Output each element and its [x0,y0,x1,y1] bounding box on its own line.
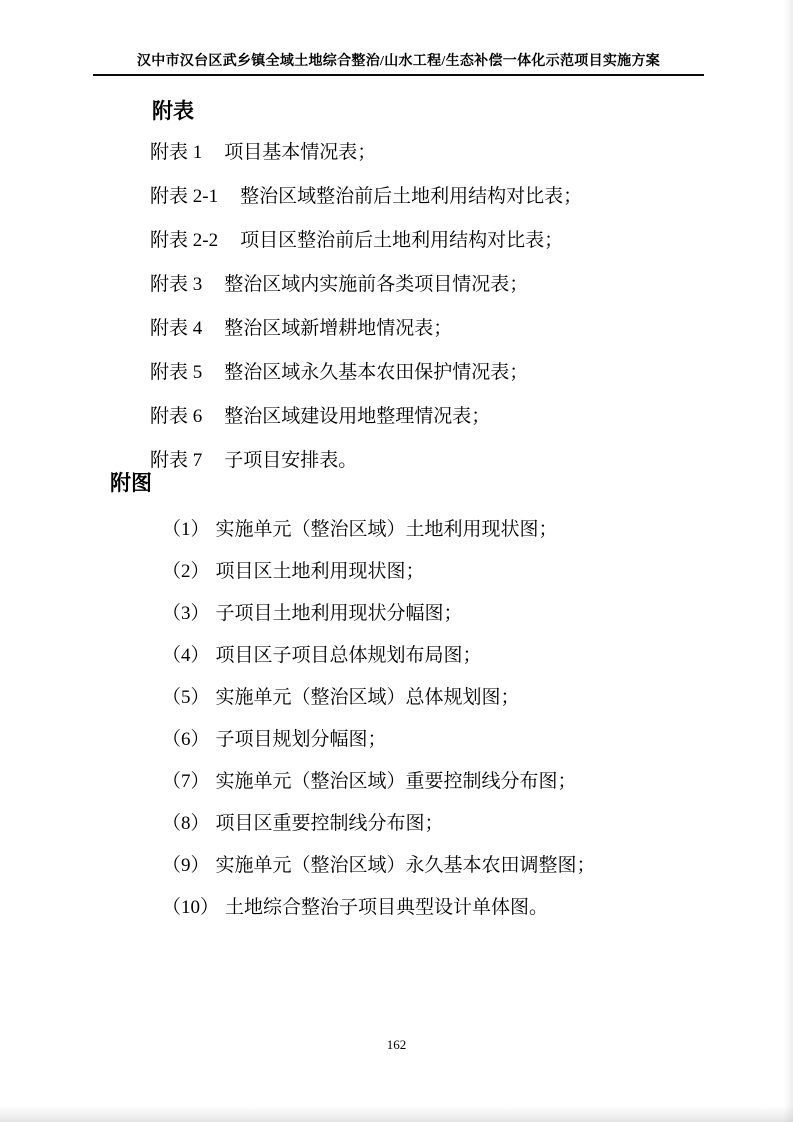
appendix-figure-item [162,548,596,590]
appendix-table-item-text: 整治区域永久基本农田保护情况表； [224,361,529,383]
appendix-table-item-text: 整治区域整治前后土地利用结构对比表； [240,185,583,207]
appendix-figure-item-text: 项目区重要控制线分布图； [215,812,444,834]
appendix-table-item-text: 整治区域建设用地整理情况表； [224,405,491,427]
appendix-table-item-label: 附表 2-1 [150,185,219,207]
appendix-table-item-text: 项目区整治前后土地利用结构对比表； [240,229,564,251]
appendix-table-item-text: 子项目安排表。 [224,449,358,471]
appendix-table-item [150,260,582,304]
page-edge-shade-bottom [0,1106,793,1122]
appendix-table-item [150,392,582,436]
appendix-figures-heading: 附图 [110,471,152,495]
appendix-figure-item-label: （3） [162,602,210,624]
page-edge-shade-right [784,0,793,1122]
appendix-figure-item [162,632,596,674]
appendix-figure-item [162,842,596,884]
appendix-table-item-text: 整治区域新增耕地情况表； [224,317,453,339]
appendix-table-item [150,128,582,172]
appendix-figure-item-text: 项目区子项目总体规划布局图； [215,644,482,666]
appendix-figure-item [162,884,596,926]
appendix-figure-item-label: （6） [162,728,210,750]
appendix-figure-item-label: （5） [162,686,210,708]
appendix-figure-item-text: 子项目规划分幅图； [215,728,387,750]
appendix-figures-list [162,506,596,926]
appendix-figure-item-label: （1） [162,518,210,540]
appendix-figure-item [162,758,596,800]
appendix-figure-item-text: 实施单元（整治区域）土地利用现状图； [215,518,558,540]
appendix-table-item [150,436,582,480]
appendix-table-item-label: 附表 4 [150,317,203,339]
page-number: 162 [386,1037,407,1052]
appendix-figure-item-label: （8） [162,812,210,834]
appendix-figure-item-label: （2） [162,560,210,582]
appendix-table-item-text: 项目基本情况表； [224,141,377,163]
appendix-figure-item-text: 子项目土地利用现状分幅图； [215,602,463,624]
appendix-tables-list [150,128,582,480]
appendix-figure-item-label: （9） [162,854,210,876]
appendix-figure-item [162,506,596,548]
appendix-table-item-text: 整治区域内实施前各类项目情况表； [224,273,529,295]
appendix-figure-item [162,590,596,632]
appendix-figure-item-text: 实施单元（整治区域）永久基本农田调整图； [215,854,596,876]
appendix-table-item [150,348,582,392]
appendix-table-item-label: 附表 2-2 [150,229,219,251]
appendix-figure-item-text: 项目区土地利用现状图； [215,560,425,582]
appendix-table-item [150,216,582,260]
appendix-figure-item [162,800,596,842]
appendix-table-item-label: 附表 5 [150,361,203,383]
appendix-figure-item-text: 实施单元（整治区域）总体规划图； [215,686,520,708]
appendix-figure-item-text: 实施单元（整治区域）重要控制线分布图； [215,770,577,792]
appendix-figure-item [162,716,596,758]
appendix-table-item-label: 附表 6 [150,405,203,427]
appendix-figure-item [162,674,596,716]
appendix-table-item-label: 附表 3 [150,273,203,295]
appendix-figure-item-label: （7） [162,770,210,792]
appendix-figure-item-text: 土地综合整治子项目典型设计单体图。 [225,896,549,918]
appendix-table-item-label: 附表 7 [150,449,203,471]
appendix-figure-item-label: （4） [162,644,210,666]
appendix-figure-item-label: （10） [162,896,220,918]
appendix-tables-heading: 附表 [152,99,194,123]
appendix-table-item-label: 附表 1 [150,141,203,163]
appendix-table-item [150,304,582,348]
appendix-table-item [150,172,582,216]
running-header-title: 汉中市汉台区武乡镇全域土地综合整治/山水工程/生态补偿一体化示范项目实施方案 [93,50,704,76]
